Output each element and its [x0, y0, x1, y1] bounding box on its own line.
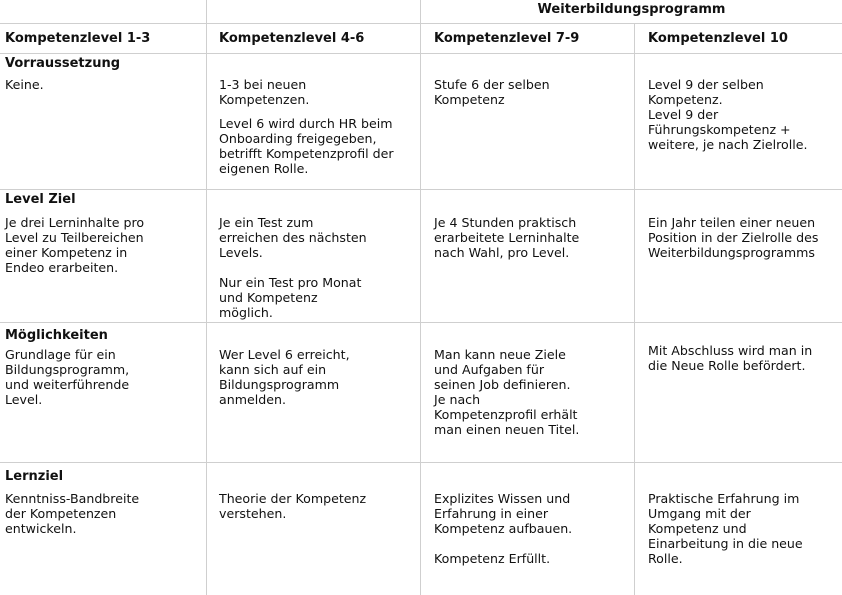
- cell-text: Keine.: [5, 77, 44, 92]
- cell-lernziel-10: [648, 491, 808, 566]
- cell-level-ziel-4-6: [219, 215, 369, 320]
- cell-text: Ein Jahr teilen einer neuen Position in der Zielrolle des Weiterbildungsprogramms: [648, 215, 819, 260]
- grid-line: [0, 189, 842, 190]
- column-header-level-4-6: Kompetenzlevel 4-6: [219, 31, 365, 46]
- cell-text: Kenntniss-Bandbreite der Kompetenzen entwickeln.: [5, 491, 140, 536]
- cell-text: Level 9 der Führungskompetenz + weitere, je nach Zielrolle.: [648, 107, 808, 152]
- cell-level-ziel-7-9: [434, 215, 584, 260]
- cell-level-ziel-10: [648, 215, 828, 260]
- cell-vorraussetzung-10: [648, 77, 808, 152]
- cell-text: Kompetenz Erfüllt.: [434, 551, 551, 566]
- cell-text: Nur ein Test pro Monat und Kompetenz möglich.: [219, 275, 362, 320]
- cell-text: Explizites Wissen und Erfahrung in einer Kompetenz aufbauen.: [434, 491, 573, 536]
- cell-text: Je drei Lerninhalte pro Level zu Teilbereichen einer Kompetenz in Endeo erarbeiten.: [5, 215, 145, 275]
- grid-line: [0, 53, 842, 54]
- cell-text: Praktische Erfahrung im Umgang mit der Kompetenz und Einarbeitung in die neue Rolle.: [648, 491, 803, 566]
- cell-vorraussetzung-4-6: [219, 77, 394, 176]
- cell-vorraussetzung-7-9: [434, 77, 574, 107]
- grid-line: [0, 322, 842, 323]
- cell-level-ziel-1-3: [5, 215, 150, 275]
- section-title-level-ziel: Level Ziel: [5, 192, 76, 207]
- cell-moeglichkeiten-10: [648, 343, 823, 373]
- cell-text: Je 4 Stunden praktisch erarbeitete Lerninhalte nach Wahl, pro Level.: [434, 215, 580, 260]
- cell-text: Mit Abschluss wird man in die Neue Rolle befördert.: [648, 343, 813, 373]
- cell-lernziel-1-3: [5, 491, 150, 536]
- cell-moeglichkeiten-7-9: [434, 347, 584, 437]
- program-title: Weiterbildungsprogramm: [537, 2, 726, 17]
- grid-line: [0, 23, 842, 24]
- cell-moeglichkeiten-1-3: [5, 347, 140, 407]
- cell-lernziel-7-9: [434, 491, 579, 566]
- cell-lernziel-4-6: [219, 491, 374, 521]
- cell-vorraussetzung-1-3: [5, 77, 155, 92]
- grid-line: [634, 23, 635, 595]
- grid-line: [206, 0, 207, 595]
- cell-text: Je nach Kompetenzprofil erhält man einen neuen Titel.: [434, 392, 580, 437]
- section-title-moeglichkeiten: Möglichkeiten: [5, 328, 108, 343]
- cell-text: Grundlage für ein Bildungsprogramm, und weiterführende Level.: [5, 347, 130, 407]
- column-header-level-10: Kompetenzlevel 10: [648, 31, 788, 46]
- cell-text: Level 6 wird durch HR beim Onboarding freigegeben, betrifft Kompetenzprofil der eigenen Rolle.: [219, 116, 394, 176]
- cell-text: Theorie der Kompetenz verstehen.: [219, 491, 367, 521]
- cell-text: Stufe 6 der selben Kompetenz: [434, 77, 550, 107]
- cell-text: 1-3 bei neuen Kompetenzen.: [219, 77, 310, 107]
- section-title-lernziel: Lernziel: [5, 469, 64, 484]
- cell-text: Je ein Test zum erreichen des nächsten Levels.: [219, 215, 367, 260]
- cell-text: Wer Level 6 erreicht, kann sich auf ein Bildungsprogramm anmelden.: [219, 347, 350, 407]
- cell-moeglichkeiten-4-6: [219, 347, 359, 407]
- cell-text: Man kann neue Ziele und Aufgaben für seinen Job definieren.: [434, 347, 571, 392]
- column-header-level-7-9: Kompetenzlevel 7-9: [434, 31, 580, 46]
- grid-line: [420, 0, 421, 595]
- column-header-level-1-3: Kompetenzlevel 1-3: [5, 31, 151, 46]
- grid-line: [0, 462, 842, 463]
- cell-text: Level 9 der selben Kompetenz.: [648, 77, 764, 107]
- section-title-vorraussetzung: Vorraussetzung: [5, 56, 121, 71]
